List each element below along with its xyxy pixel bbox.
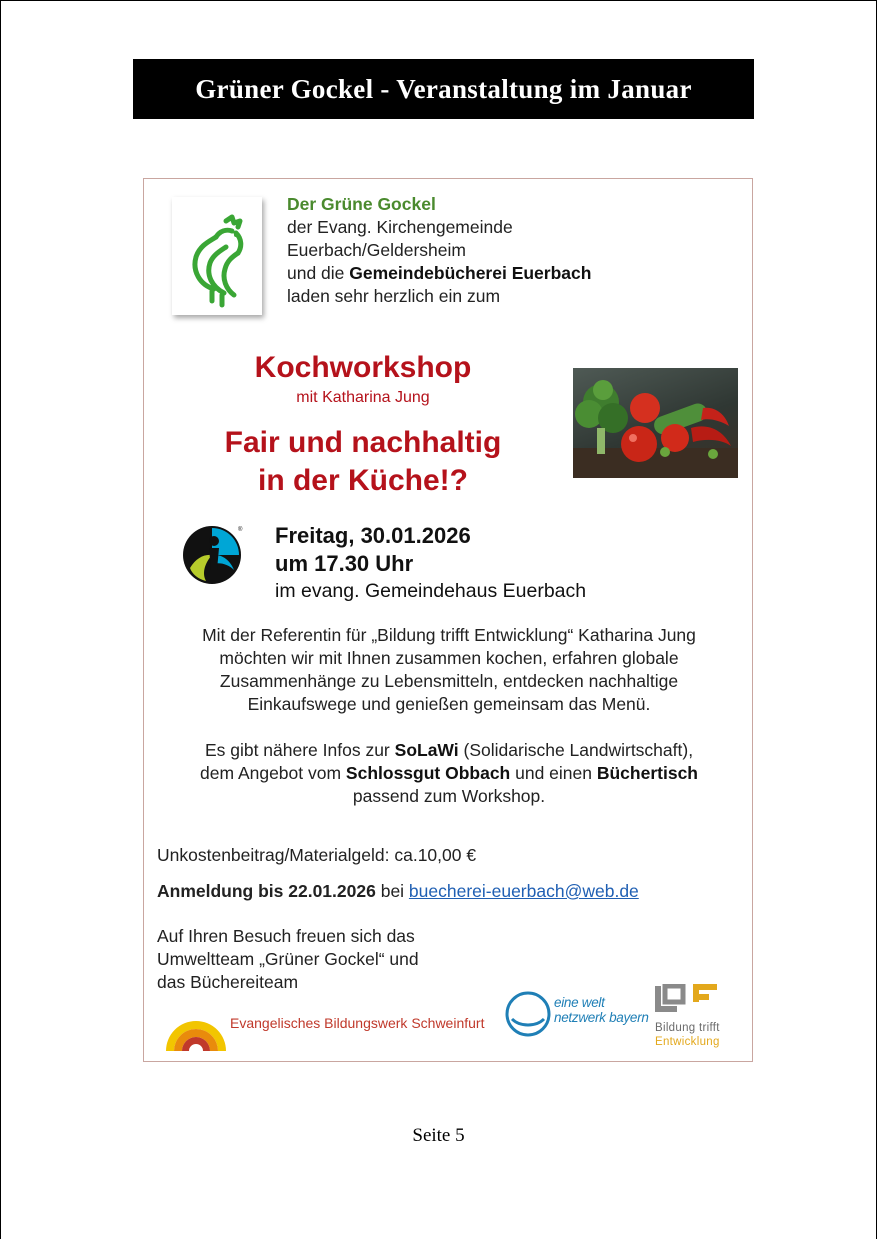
info-text: Es gibt nähere Infos zur	[204, 740, 395, 760]
registration-line	[157, 881, 639, 902]
intro-line	[287, 262, 591, 285]
info-bold-schlossgut: Schlossgut Obbach	[345, 763, 511, 783]
info-bold-buechertisch: Büchertisch	[596, 763, 698, 783]
info-text: dem Angebot vom	[200, 763, 346, 783]
fairtrade-logo	[182, 524, 244, 586]
bte-line-2: Entwicklung	[655, 1036, 720, 1048]
bte-line-1: Bildung trifft	[655, 1022, 720, 1034]
gruener-gockel-logo	[172, 197, 262, 315]
ewn-line: eine welt	[554, 995, 605, 1010]
info-line	[152, 739, 746, 762]
globe-circle-icon	[504, 989, 554, 1039]
bte-text	[655, 1021, 720, 1049]
headline-fair-line: Fair und nachhaltig	[224, 426, 502, 459]
bte-blocks-icon	[655, 984, 725, 1014]
info-paragraph	[152, 739, 746, 808]
vegetables-illustration	[573, 368, 738, 478]
cost-line: Unkostenbeitrag/Materialgeld: ca.10,00 €	[157, 845, 477, 865]
svg-text:®: ®	[238, 527, 243, 533]
info-line	[152, 762, 746, 785]
eine-welt-netzwerk-text	[554, 995, 649, 1025]
registration-text: bei	[375, 881, 409, 901]
ewn-line: netzwerk bayern	[554, 1010, 649, 1025]
closing-line: Umweltteam „Grüner Gockel“ und	[157, 949, 419, 969]
page-number: Seite 5	[412, 1125, 465, 1146]
fairtrade-icon	[182, 524, 244, 586]
intro-line: der Evang. Kirchengemeinde	[287, 217, 513, 237]
email-link[interactable]: buecherei-euerbach@web.de	[408, 881, 639, 901]
info-line: passend zum Workshop.	[352, 786, 546, 806]
closing-line: das Büchereiteam	[157, 972, 299, 992]
description-paragraph	[152, 624, 746, 716]
ebw-arc-icon	[164, 1009, 228, 1053]
description-line: Zusammenhänge zu Lebensmitteln, entdecken nachhaltige	[219, 671, 679, 691]
event-time: um 17.30 Uhr	[275, 551, 414, 576]
closing-text	[157, 925, 419, 994]
bildung-trifft-entwicklung-logo	[655, 984, 725, 1014]
event-date: Freitag, 30.01.2026	[275, 523, 471, 548]
description-line: möchten wir mit Ihnen zusammen kochen, erfahren globale	[219, 648, 679, 668]
closing-line: Auf Ihren Besuch freuen sich das	[157, 926, 415, 946]
rooster-icon	[172, 197, 262, 315]
headline-kochworkshop: Kochworkshop	[254, 351, 472, 384]
info-text: (Solidarische Landwirtschaft),	[458, 740, 694, 760]
description-line: Einkaufswege und genießen gemeinsam das Menü.	[247, 694, 651, 714]
page-title: Grüner Gockel - Veranstaltung im Januar	[133, 59, 754, 119]
headline-fair	[184, 424, 542, 500]
headline-fair-line: in der Küche!?	[257, 464, 468, 497]
registration-deadline: Anmeldung bis 22.01.2026	[157, 881, 376, 901]
info-bold-solawi: SoLaWi	[394, 740, 459, 760]
info-text: und einen	[510, 763, 597, 783]
event-flyer	[143, 178, 753, 1062]
description-line: Mit der Referentin für „Bildung trifft Entwicklung“ Katharina Jung	[202, 625, 696, 645]
ebw-logo	[164, 1009, 228, 1058]
intro-line: laden sehr herzlich ein zum	[287, 286, 501, 306]
intro-text-span: und die	[287, 263, 350, 283]
event-place: im evang. Gemeindehaus Euerbach	[275, 580, 587, 602]
intro-line: Euerbach/Geldersheim	[287, 240, 466, 260]
vegetables-photo	[573, 368, 738, 478]
intro-text	[287, 193, 591, 308]
intro-bold-library: Gemeindebücherei Euerbach	[349, 263, 592, 283]
headline-subtitle: mit Katharina Jung	[296, 389, 430, 406]
ebw-logo-text: Evangelisches Bildungswerk Schweinfurt	[230, 1015, 485, 1031]
event-datetime	[275, 522, 586, 603]
intro-line: Der Grüne Gockel	[287, 194, 436, 214]
